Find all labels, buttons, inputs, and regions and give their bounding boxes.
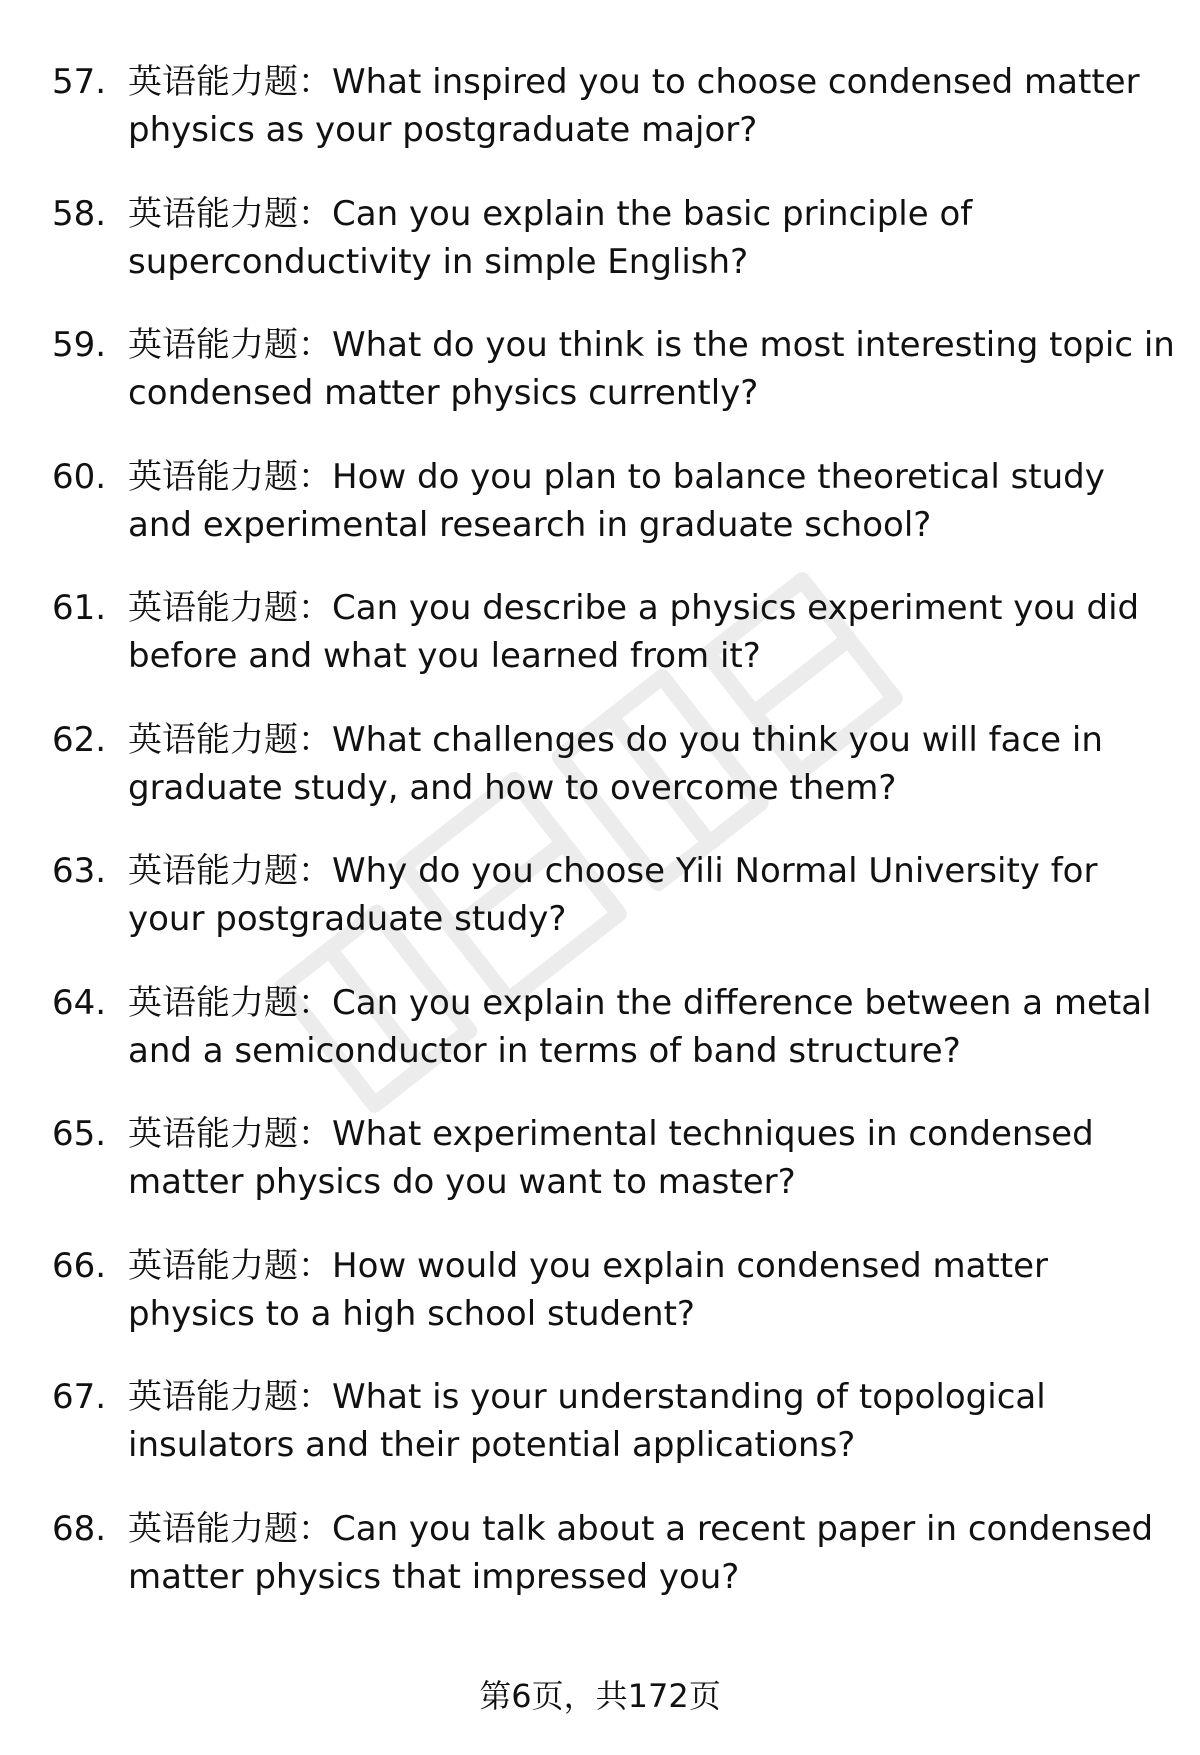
question-item — [0, 1242, 1200, 1374]
question-text: 英语能力题：What is your understanding of topological insulators and their potential applications? — [128, 1377, 1046, 1465]
question-number: 60. — [52, 456, 107, 497]
question-number: 61. — [52, 588, 107, 628]
question-item — [0, 716, 1200, 848]
question-item — [0, 58, 1200, 190]
question-text: 英语能力题：Can you talk about a recent paper in condensed matter physics that impressed you? — [128, 1508, 1154, 1597]
question-number: 66. — [52, 1245, 107, 1286]
question-number: 65. — [52, 1114, 107, 1154]
question-number: 63. — [52, 851, 107, 891]
question-item — [0, 321, 1200, 453]
question-item — [0, 190, 1200, 322]
question-text: 英语能力题：Can you describe a physics experiment you did before and what you learned from it? — [128, 588, 1140, 676]
question-number: 67. — [52, 1377, 107, 1417]
question-text: 英语能力题：Why do you choose Yili Normal University for your postgraduate study? — [128, 851, 1098, 939]
question-number: 57. — [52, 62, 107, 102]
question-text: 英语能力题：What challenges do you think you will face in graduate study, and how to overcome them? — [128, 719, 1103, 808]
question-item — [0, 584, 1200, 716]
question-item — [0, 979, 1200, 1111]
question-text: 英语能力题：Can you explain the basic principle of superconductivity in simple English? — [128, 193, 973, 282]
question-number: 62. — [52, 719, 107, 760]
question-number: 68. — [52, 1508, 107, 1549]
question-text: 英语能力题：How would you explain condensed matter physics to a high school student? — [128, 1245, 1048, 1334]
question-text: 英语能力题：What do you think is the most interesting topic in condensed matter physics currently? — [128, 325, 1175, 413]
question-text: 英语能力题：What experimental techniques in condensed matter physics do you want to master? — [128, 1114, 1094, 1202]
question-item — [0, 847, 1200, 979]
question-text: 英语能力题：How do you plan to balance theoretical study and experimental research in graduate school? — [128, 456, 1105, 545]
question-list — [0, 58, 1200, 1636]
question-text: 英语能力题：What inspired you to choose condensed matter physics as your postgraduate major? — [128, 62, 1140, 150]
question-item — [0, 453, 1200, 585]
question-item — [0, 1110, 1200, 1242]
question-number: 64. — [52, 982, 107, 1023]
page-footer: 第6页，共172页 — [479, 1677, 721, 1715]
question-number: 59. — [52, 325, 107, 365]
question-number: 58. — [52, 193, 107, 234]
question-text: 英语能力题：Can you explain the difference between a metal and a semiconductor in terms of band structure? — [128, 982, 1152, 1071]
question-item — [0, 1505, 1200, 1637]
question-item — [0, 1373, 1200, 1505]
